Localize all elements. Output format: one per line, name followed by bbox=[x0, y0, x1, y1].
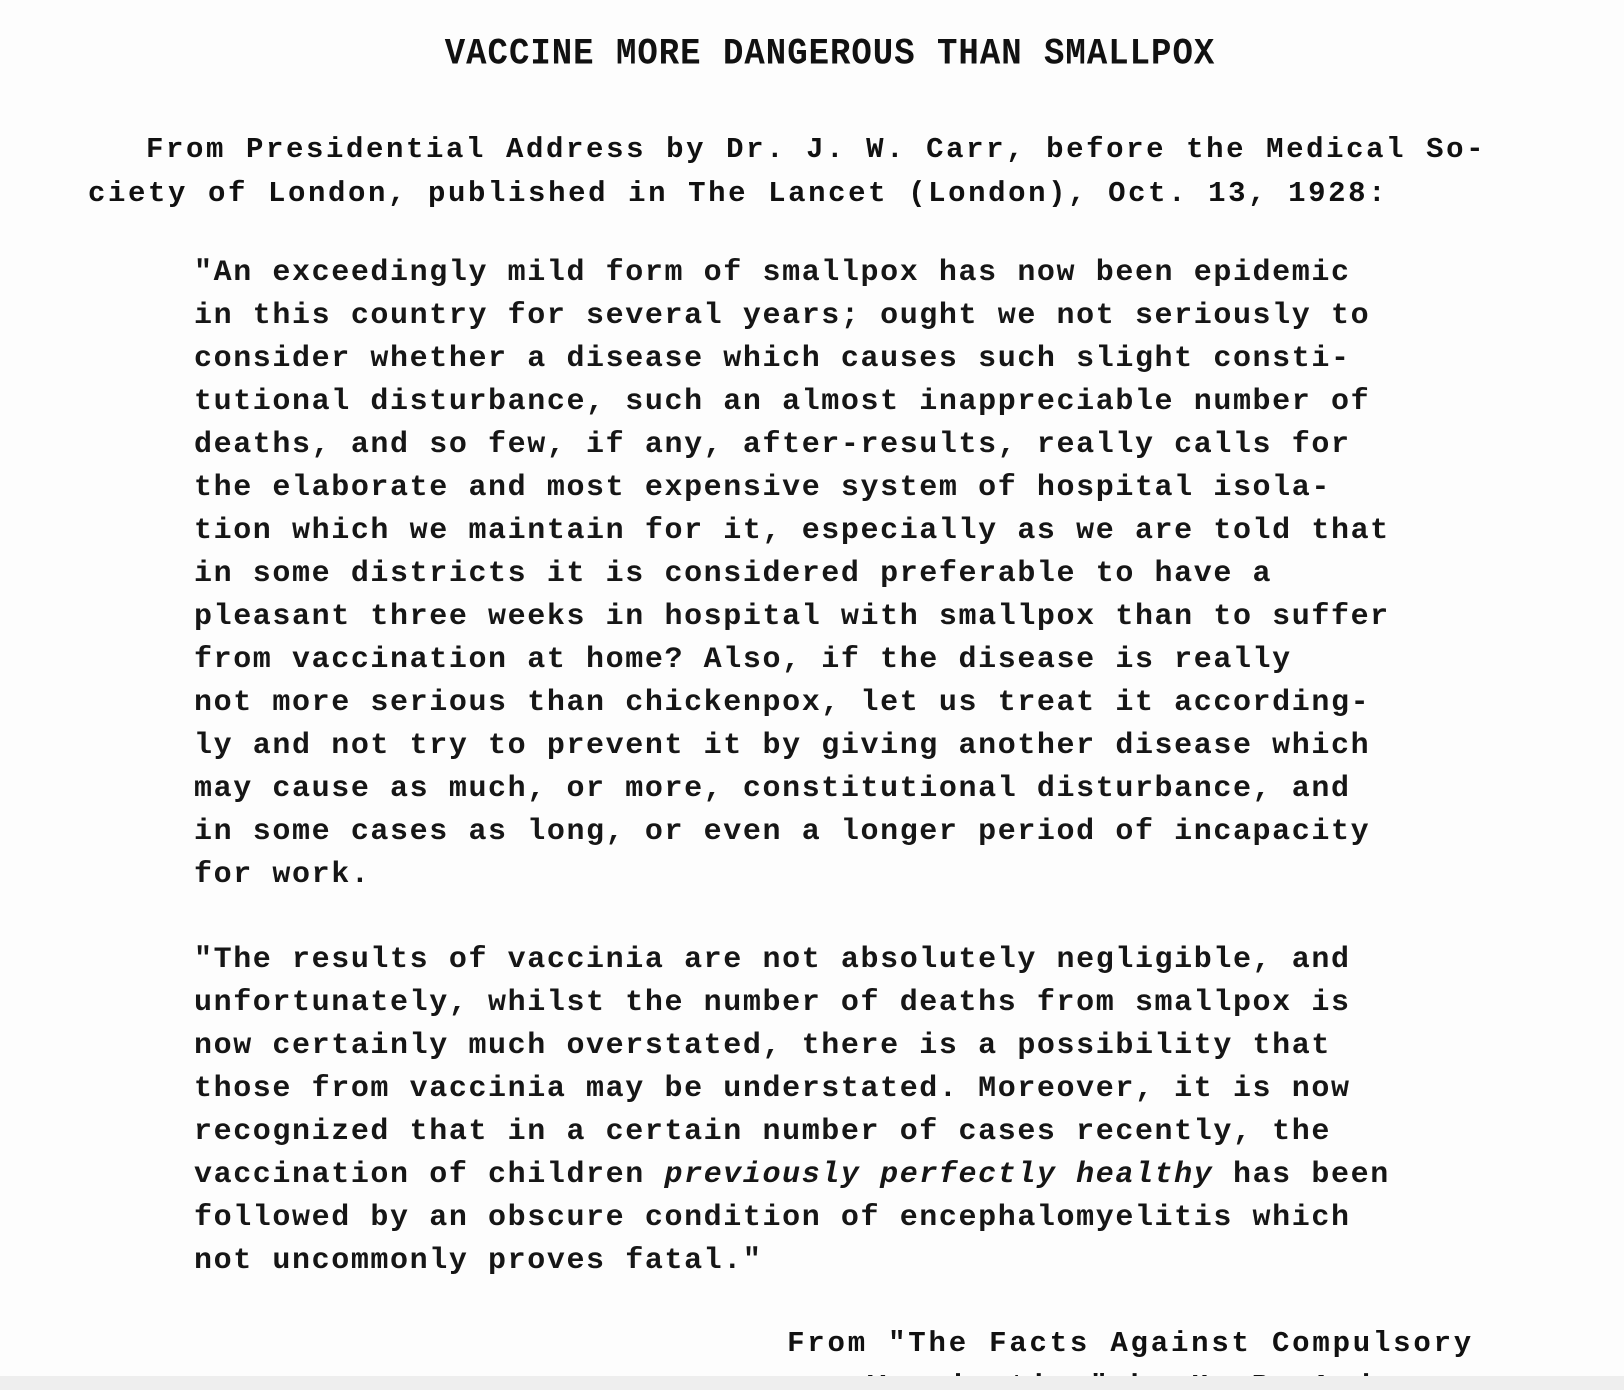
quote-line: deaths, and so few, if any, after-results, really calls for bbox=[194, 428, 1351, 462]
quote-line: for work. bbox=[194, 858, 371, 892]
quote-line: not uncommonly proves fatal." bbox=[194, 1244, 763, 1278]
quote-line: followed by an obscure condition of encephalomyelitis which bbox=[194, 1201, 1351, 1235]
quote-line: may cause as much, or more, constitutional disturbance, and bbox=[194, 772, 1351, 806]
quote-line: tion which we maintain for it, especially as we are told that bbox=[194, 514, 1390, 548]
italic-emphasis: previously perfectly healthy bbox=[664, 1158, 1214, 1192]
quote-line: from vaccination at home? Also, if the disease is really bbox=[194, 643, 1292, 677]
quote-line-emphasis bbox=[194, 1154, 1390, 1197]
quote-line: not more serious than chickenpox, let us treat it according- bbox=[194, 686, 1371, 720]
bottom-edge-divider bbox=[0, 1376, 1624, 1390]
quote-line: pleasant three weeks in hospital with smallpox than to suffer bbox=[194, 600, 1390, 634]
quote-text: vaccination of children bbox=[194, 1158, 665, 1192]
source-citation bbox=[88, 128, 1486, 216]
quote-line: in some districts it is considered preferable to have a bbox=[194, 557, 1273, 591]
quote-paragraph-2 bbox=[194, 939, 1390, 1283]
quote-line: in some cases as long, or even a longer period of incapacity bbox=[194, 815, 1371, 849]
quote-line: consider whether a disease which causes such slight consti- bbox=[194, 342, 1351, 376]
quote-line: those from vaccinia may be understated. Moreover, it is now bbox=[194, 1072, 1351, 1106]
quote-line: in this country for several years; ought we not seriously to bbox=[194, 299, 1371, 333]
quote-line: "An exceedingly mild form of smallpox has now been epidemic bbox=[194, 256, 1351, 290]
quote-line: ly and not try to prevent it by giving another disease which bbox=[194, 729, 1371, 763]
attribution-line-1: From "The Facts Against Compulsory bbox=[787, 1327, 1474, 1360]
document-title: VACCINE MORE DANGEROUS THAN SMALLPOX bbox=[444, 34, 1216, 76]
quote-paragraph-1 bbox=[194, 252, 1390, 897]
quote-line: unfortunately, whilst the number of deaths from smallpox is bbox=[194, 986, 1351, 1020]
quote-line: "The results of vaccinia are not absolutely negligible, and bbox=[194, 943, 1351, 977]
quote-text: has been bbox=[1213, 1158, 1390, 1192]
quote-line: now certainly much overstated, there is a possibility that bbox=[194, 1029, 1331, 1063]
quote-line: tutional disturbance, such an almost inappreciable number of bbox=[194, 385, 1371, 419]
quote-line: recognized that in a certain number of cases recently, the bbox=[194, 1115, 1331, 1149]
source-line-2: ciety of London, published in The Lancet (London), Oct. 13, 1928: bbox=[88, 177, 1389, 210]
source-line-1: From Presidential Address by Dr. J. W. Carr, before the Medical So- bbox=[146, 133, 1487, 166]
quote-line: the elaborate and most expensive system of hospital isola- bbox=[194, 471, 1331, 505]
